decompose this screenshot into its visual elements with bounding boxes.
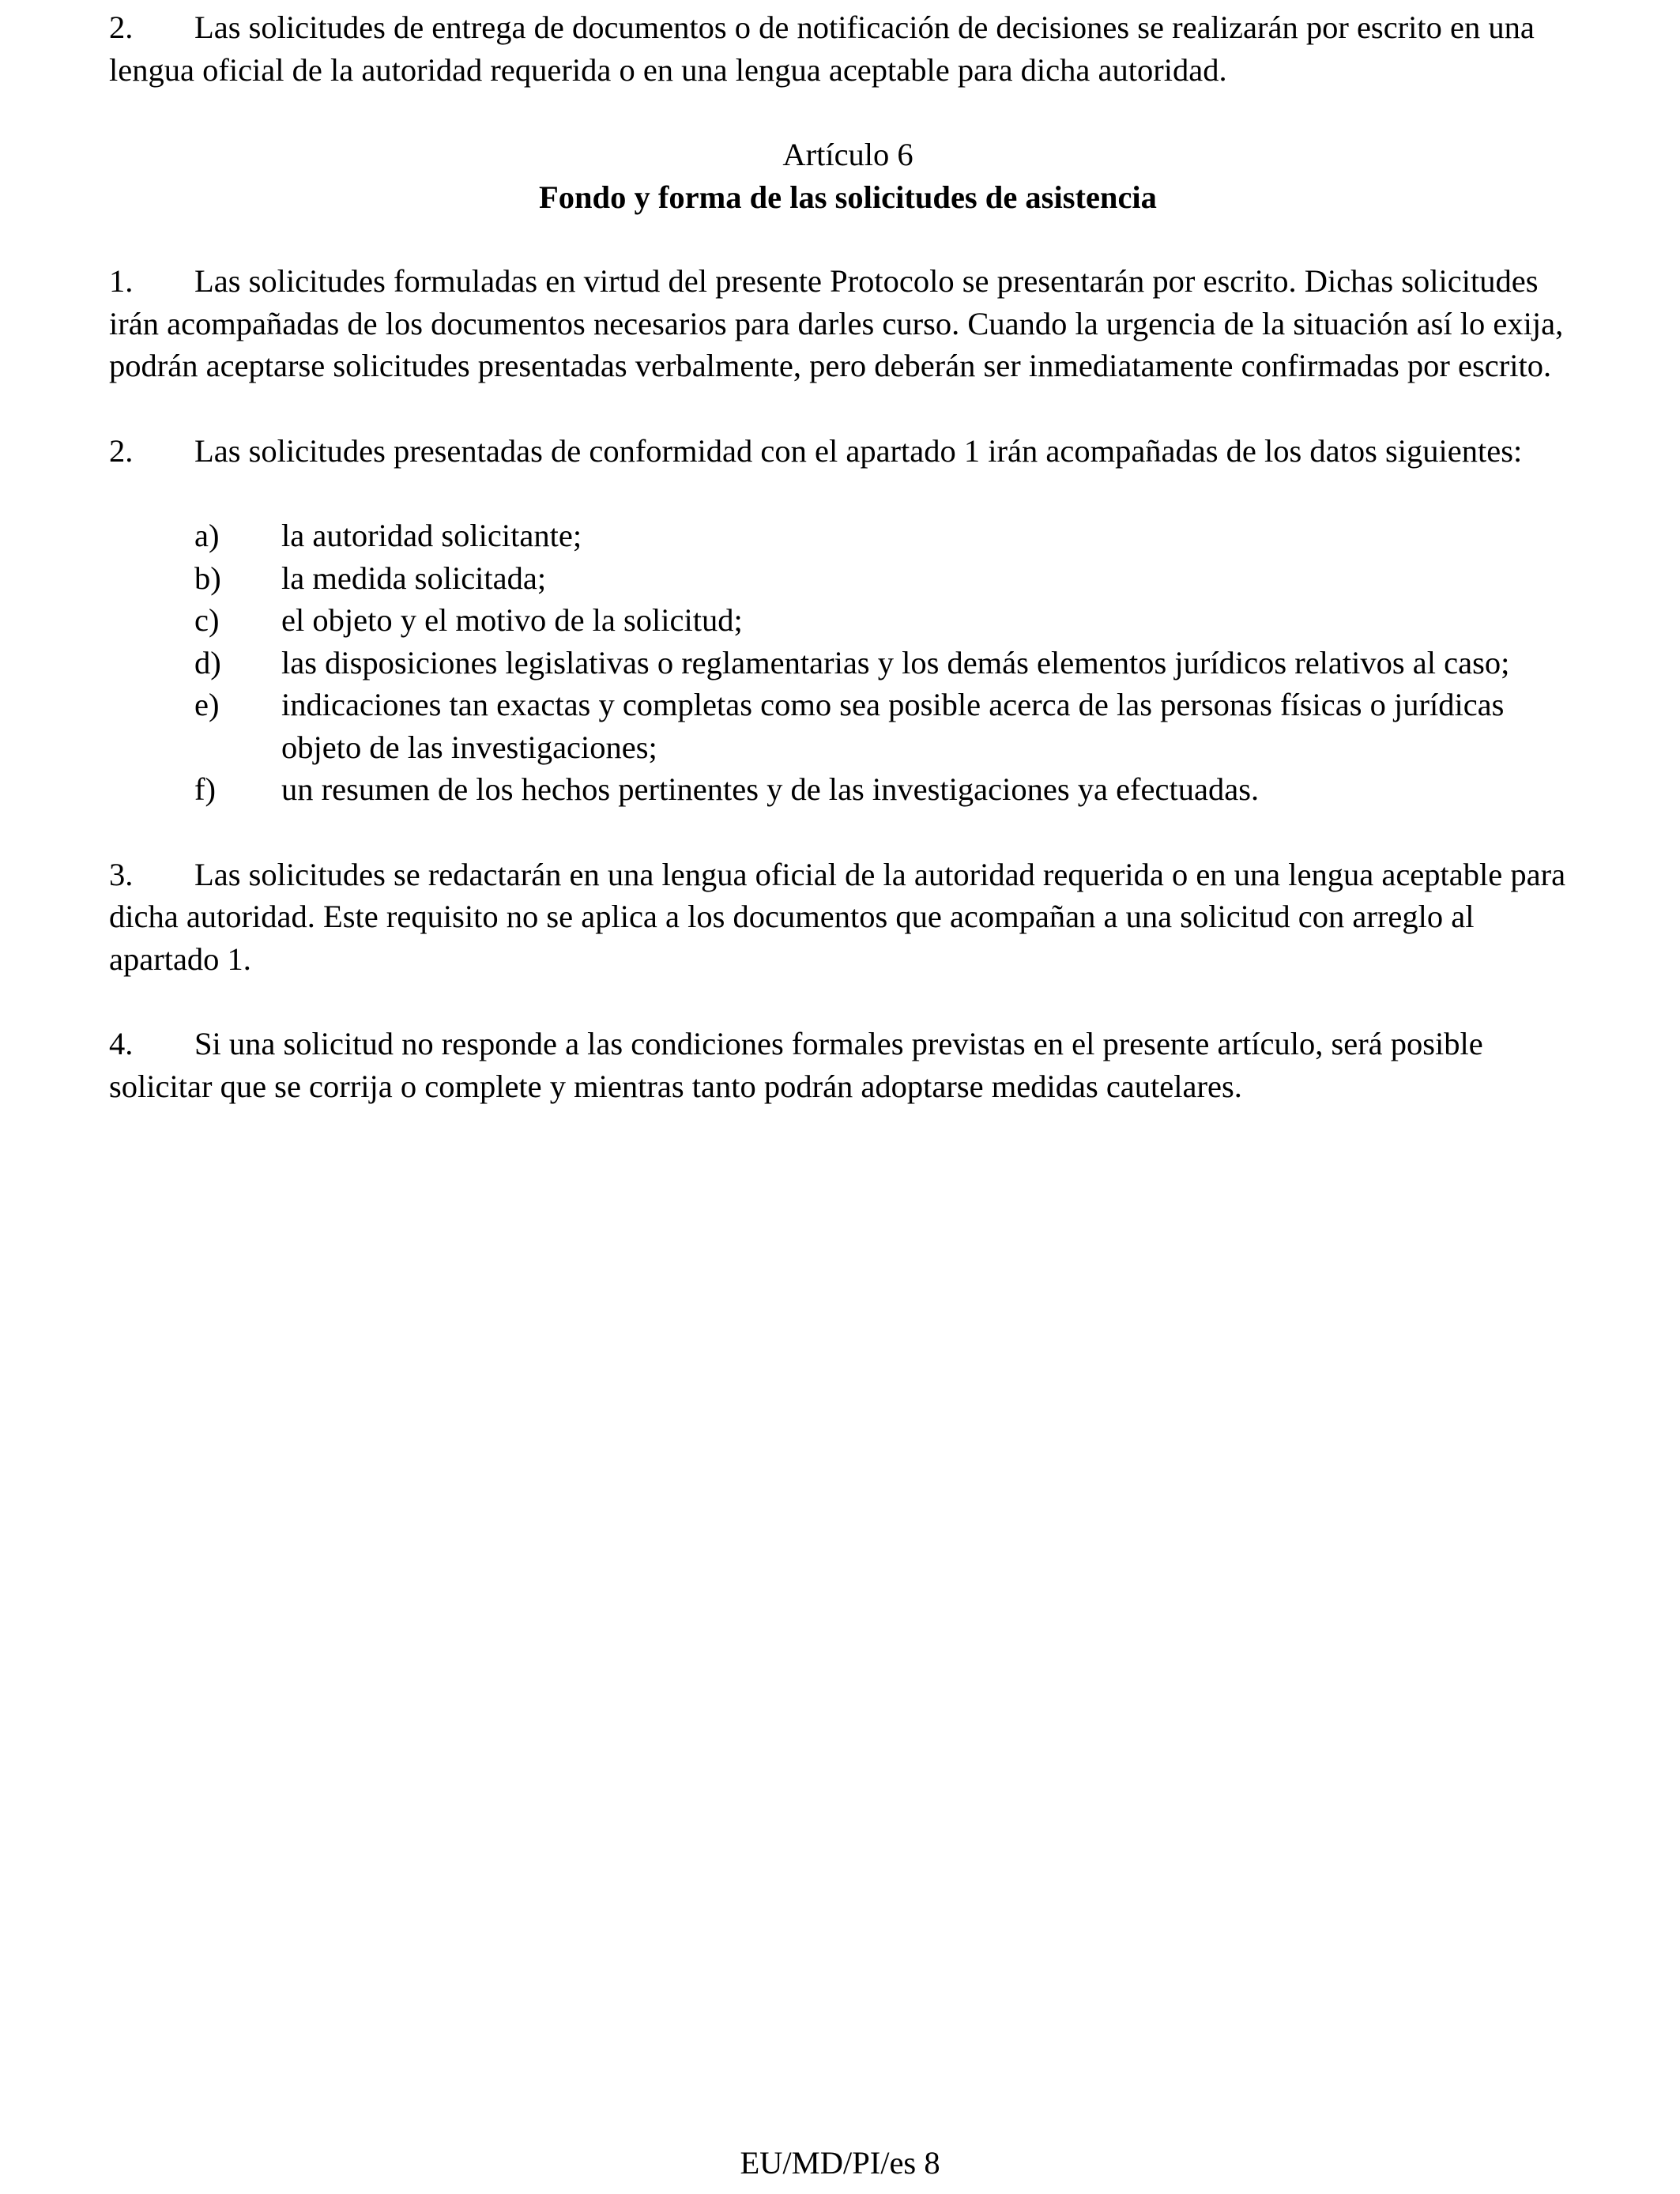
list-item-letter: d): [194, 644, 221, 680]
paragraph-number: 4.: [109, 1026, 134, 1061]
requirements-list: [109, 515, 1587, 811]
page-footer-reference: EU/MD/PI/es 8: [740, 2145, 940, 2181]
list-item-text: el objeto y el motivo de la solicitud;: [281, 602, 743, 638]
paragraph-4: [109, 1023, 1587, 1107]
paragraph-number: 2.: [109, 432, 134, 469]
paragraph-text: Si una solicitud no responde a las condiciones formales previstas en el presente artículo, será posible solicitar que se corrija o complete y mientras tanto podrán adoptarse medidas cautelares.: [109, 1026, 1483, 1104]
paragraph-text: Las solicitudes de entrega de documentos o de notificación de decisiones se realizarán por escrito en una lengua oficial de la autoridad requerida o en una lengua aceptable para dicha autoridad.: [109, 9, 1535, 88]
article-number: Artículo 6: [782, 137, 913, 172]
list-item-text: un resumen de los hechos pertinentes y de las investigaciones ya efectuadas.: [281, 771, 1260, 807]
list-item-letter: b): [194, 560, 221, 596]
list-item-d: [109, 642, 1587, 684]
paragraph-number: 2.: [109, 9, 134, 45]
document-body: [109, 6, 1587, 1150]
list-item-letter: a): [194, 518, 220, 553]
paragraph-text: Las solicitudes formuladas en virtud del presente Protocolo se presentarán por escrito. Dichas solicitudes irán acompañadas de los documentos necesarios para darles curso. Cuando la urgencia de la situación así lo exija, podrán aceptarse solicitudes presentadas verbalmente, pero deberán ser inmediatamente confirmadas por escrito.: [109, 263, 1564, 383]
list-item-e: [109, 684, 1587, 768]
list-item-f: [109, 768, 1587, 811]
list-item-a: [109, 515, 1587, 557]
paragraph-1: [109, 260, 1587, 387]
article-heading: [109, 134, 1587, 218]
article-title: Fondo y forma de las solicitudes de asistencia: [539, 179, 1157, 215]
list-item-text: la autoridad solicitante;: [281, 518, 582, 553]
list-item-letter: f): [194, 771, 216, 807]
list-item-b: [109, 557, 1587, 600]
paragraph-number: 3.: [109, 856, 134, 892]
paragraph-text: Las solicitudes presentadas de conformidad con el apartado 1 irán acompañadas de los datos siguientes:: [194, 432, 1523, 469]
paragraph-previous-article-2: [109, 6, 1587, 91]
paragraph-text: Las solicitudes se redactarán en una lengua oficial de la autoridad requerida o en una lengua aceptable para dicha autoridad. Este requisito no se aplica a los documentos que acompañan a una solicitud con arreglo al apartado 1.: [109, 856, 1566, 977]
list-item-text: indicaciones tan exactas y completas como sea posible acerca de las personas físicas o jurídicas objeto de las investigaciones;: [281, 687, 1505, 765]
list-item-letter: e): [194, 687, 220, 722]
list-item-text: las disposiciones legislativas o reglamentarias y los demás elementos jurídicos relativos al caso;: [281, 644, 1510, 680]
paragraph-3: [109, 854, 1587, 981]
paragraph-number: 1.: [109, 263, 134, 299]
list-item-text: la medida solicitada;: [281, 560, 547, 596]
list-item-c: [109, 599, 1587, 642]
list-item-letter: c): [194, 602, 220, 638]
paragraph-2: [109, 430, 1587, 473]
